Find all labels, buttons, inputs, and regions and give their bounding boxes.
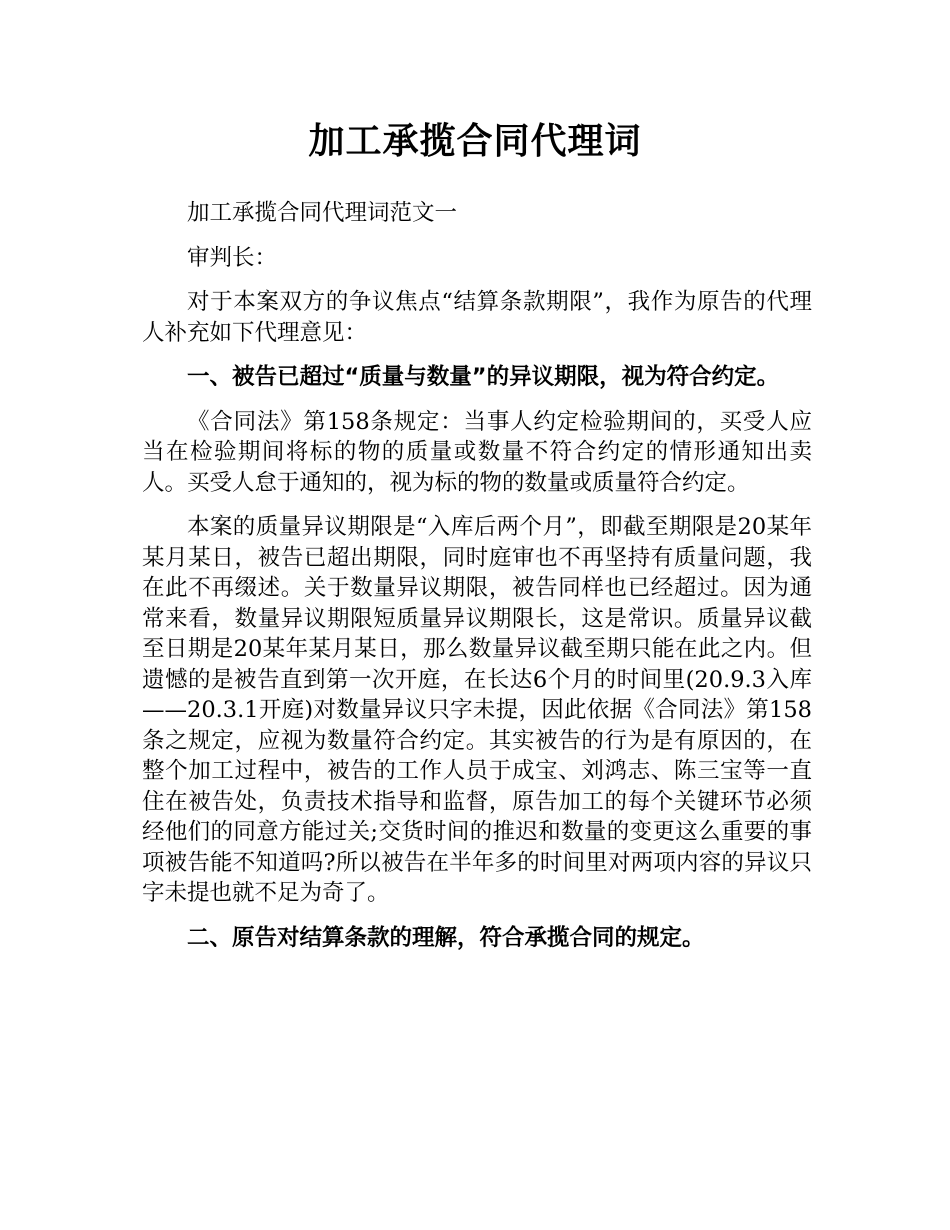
paragraph-salutation: 审判长： — [187, 244, 278, 271]
paragraph-intro: 对于本案双方的争议焦点“结算条款期限”，我作为原告的代理人补充如下代理意见： — [142, 289, 812, 346]
document-body — [142, 198, 812, 967]
paragraph-contract-law: 《合同法》第158条规定：当事人约定检验期间的，买受人应当在检验期间将标的物的质量或数量不符合约定的情形通知出卖人。买受人怠于通知的，视为标的物的数量或质量符合约定。 — [142, 408, 812, 496]
paragraph-subtitle: 加工承揽合同代理词范文一 — [187, 200, 458, 226]
section-heading-2: 二、原告对结算条款的理解，符合承揽合同的规定。 — [187, 924, 705, 951]
paragraph-quantity-objection: 本案的质量异议期限是“入库后两个月”，即截至期限是20某年某月某日，被告已超出期限，同时庭审也不再坚持有质量问题，我在此不再缀述。关于数量异议期限，被告同样也已经超过。因为通常来看，数量异议期限短质量异议期限长，这是常识。质量异议截至日期是20某年某月某日，那么数量异议截至期只能在此之内。但遗憾的是被告直到第一次开庭，在长达6个月的时间里(20.9.3入库——20.3.1开庭)对数量异议只字未提，因此依据《合同法》第158条之规定，应视为数量符合约定。其实被告的行为是有原因的，在整个加工过程中，被告的工作人员于成宝、刘鸿志、陈三宝等一直住在被告处，负责技术指导和监督，原告加工的每个关键环节必须经他们的同意方能过关;交货时间的推迟和数量的变更这么重要的事项被告能不知道吗?所以被告在半年多的时间里对两项内容的异议只字未提也就不足为奇了。 — [142, 514, 812, 906]
document-title: 加工承揽合同代理词 — [308, 121, 642, 162]
section-heading-1: 一、被告已超过“质量与数量”的异议期限，视为符合约定。 — [187, 364, 780, 390]
